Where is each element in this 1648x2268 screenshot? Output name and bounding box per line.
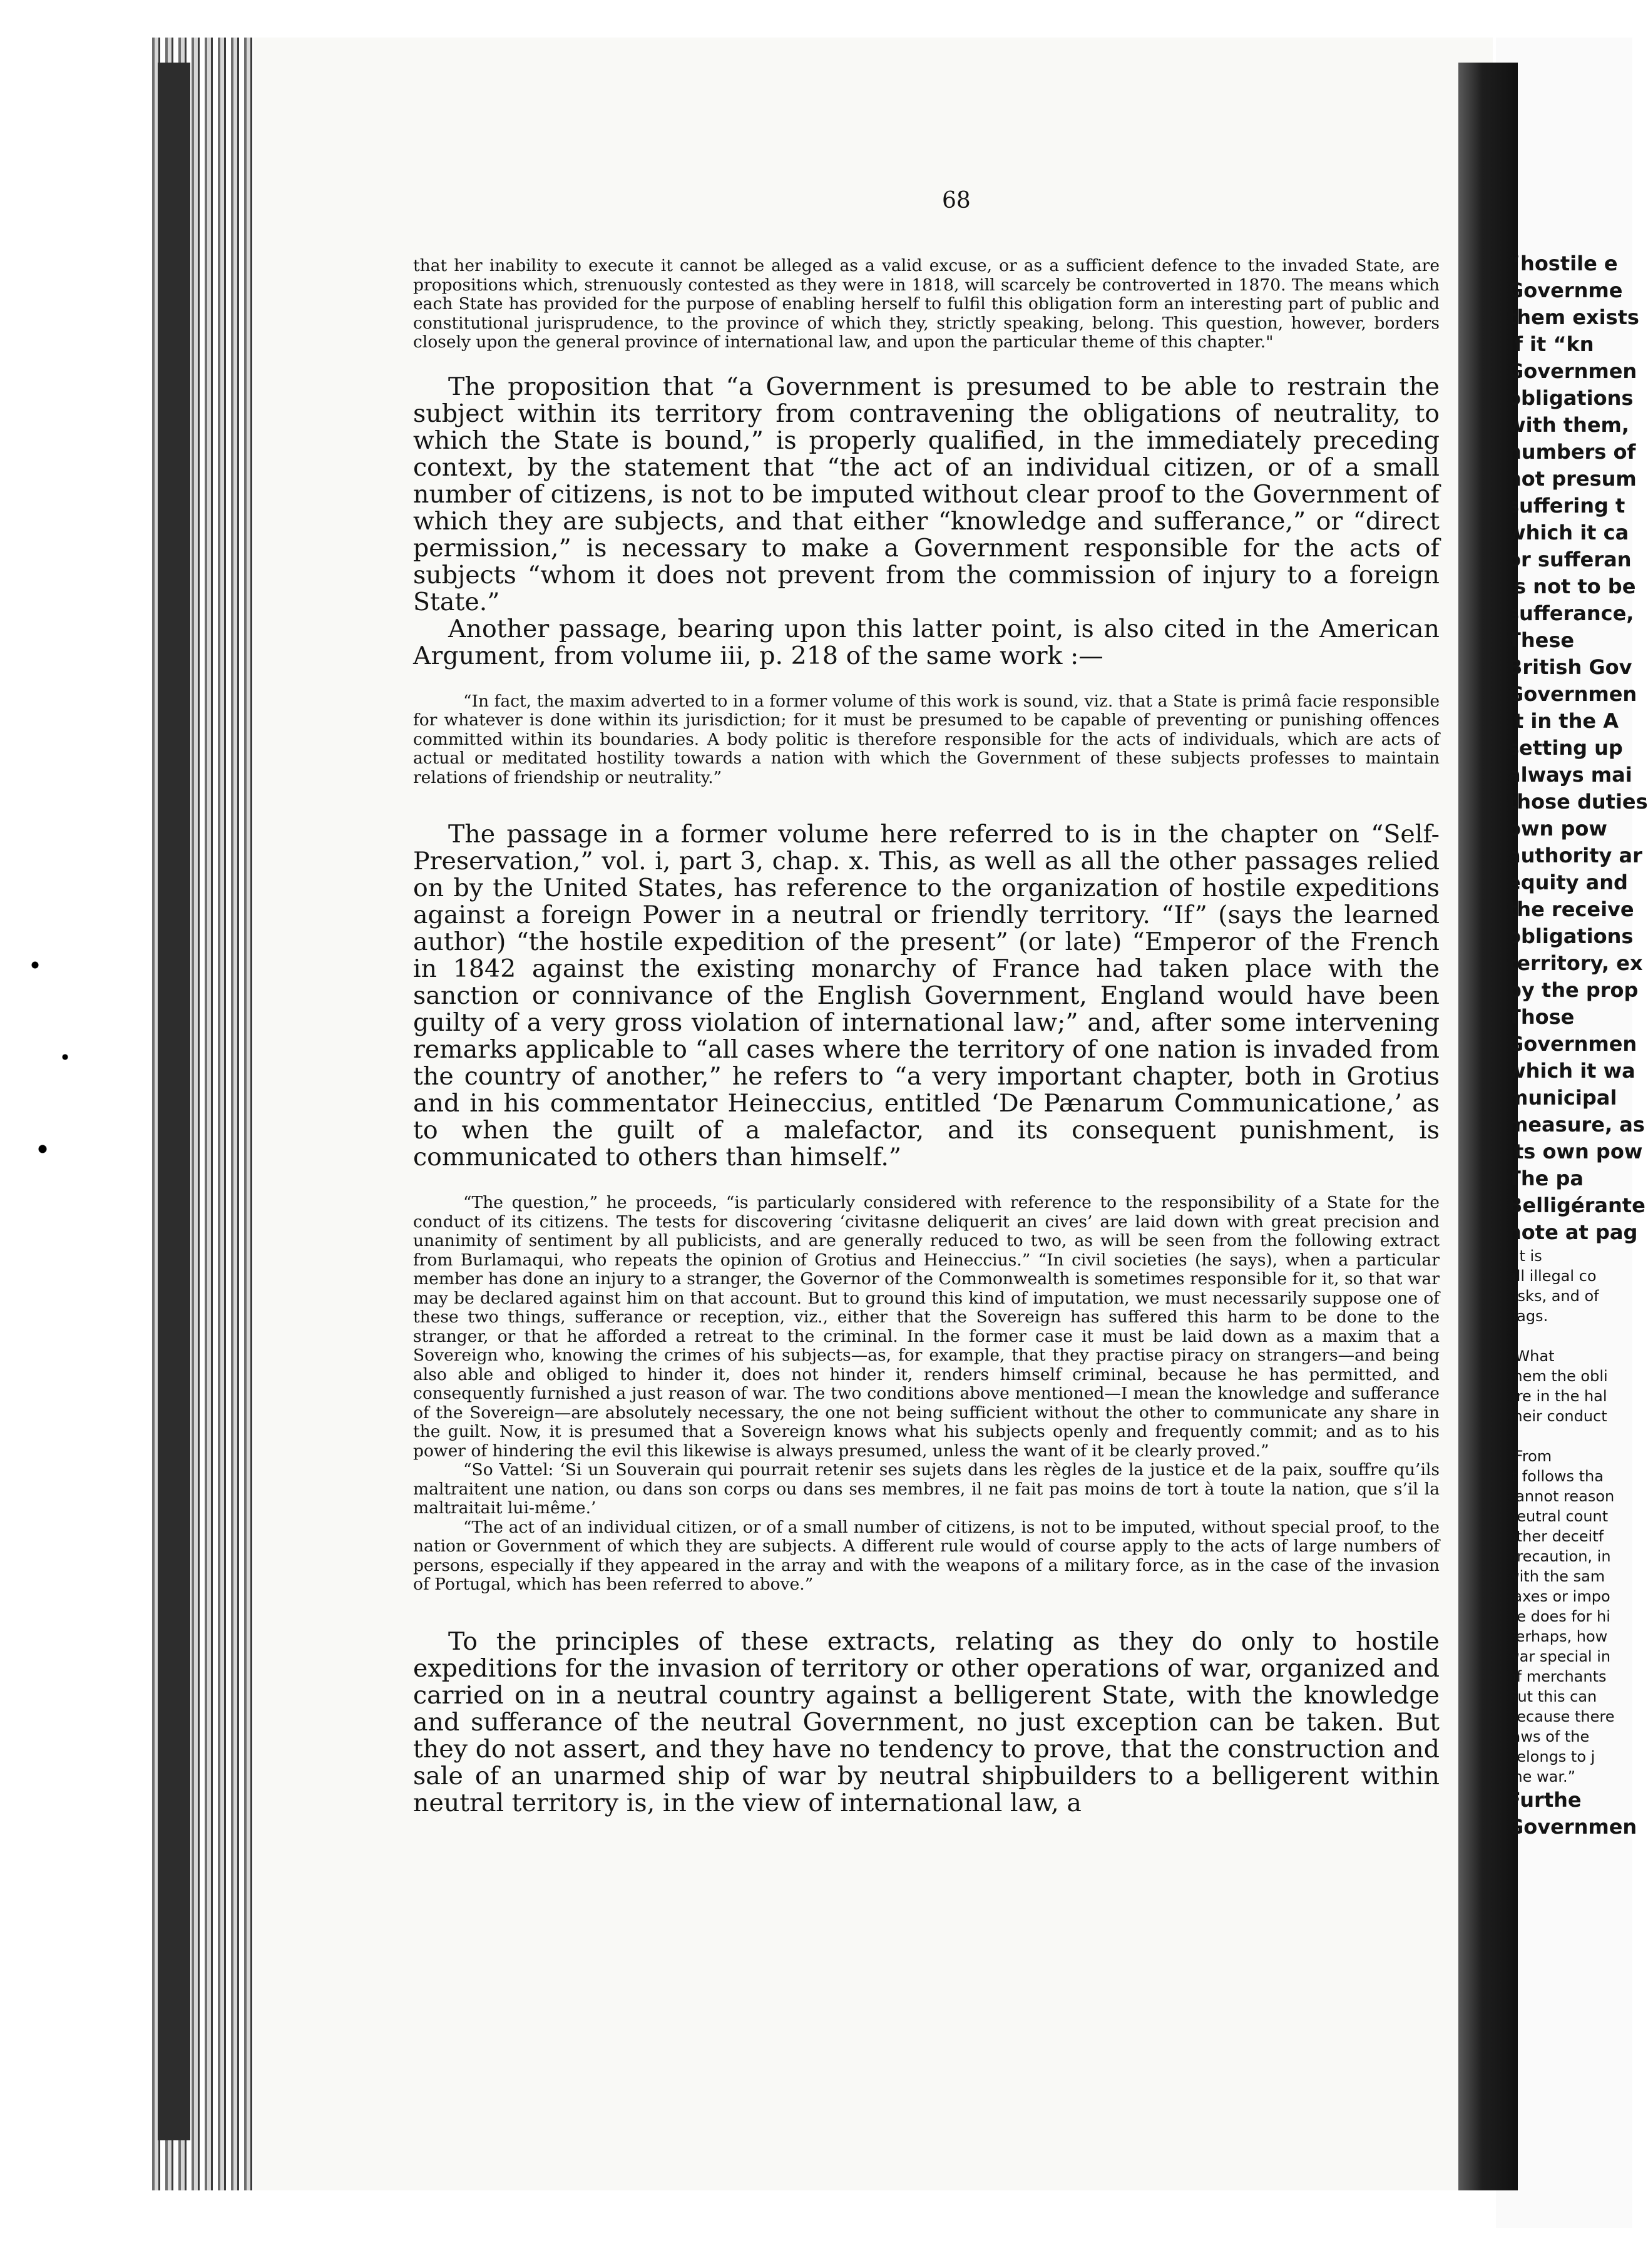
right-column-line: Those bbox=[1507, 1005, 1575, 1029]
paragraph-principles: To the principles of these extracts, relating as they do only to hostile expeditions for the invasion of territory or other operations of war, organized and carried on in a neutral country against a belligerent State, with the knowledge and sufferance of the neutral Government, no just exception can be taken. But they do not assert, and they have no tendency to prove, that the construction and sale of an unarmed ship of war by neutral shipbuilders to a belligerent within neutral territory is, in the view of international law, a bbox=[413, 1627, 1440, 1817]
right-column-line: all illegal co bbox=[1507, 1267, 1597, 1285]
right-column-line: suffering t bbox=[1507, 494, 1625, 518]
page-text bbox=[413, 163, 1440, 1817]
right-column-line: municipal bbox=[1507, 1086, 1617, 1110]
right-column-line: “hostile e bbox=[1507, 252, 1618, 275]
right-column-line: because there bbox=[1507, 1708, 1615, 1725]
right-column-line: other deceitf bbox=[1507, 1528, 1604, 1545]
right-column-line: not presum bbox=[1507, 467, 1637, 491]
right-column-line: which it wa bbox=[1507, 1059, 1635, 1083]
right-column-line: neutral count bbox=[1507, 1508, 1609, 1525]
right-column-line: setting up bbox=[1507, 736, 1623, 760]
right-column-line: he does for hi bbox=[1507, 1608, 1610, 1625]
right-page-column bbox=[1507, 250, 1648, 1841]
paragraph-former-volume: The passage in a former volume here referred to is in the chapter on “Self-Preservation,” vol. i, part 3, chap. x. This, as well as all the other passages relied on by the United States, has reference to the organization of hostile expeditions against a foreign Power in a neutral or friendly territory. “If” (says the learned author) “the hostile expedition of the present” (or late) “Emperor of the French in 1842 against the existing monarchy of France had taken place with the sanction or connivance of the English Government, England would have been guilty of a very gross violation of international law;” and, after some intervening remarks applicable to “all cases where the territory of one nation is invaded from the country of another,” he refers to “a very important chapter, both in Grotius and in his commentator Heineccius, entitled ‘De Pænarum Communicatione,’ as to when the guilt of a malefactor, and its consequent punishment, is communicated to others than himself.” bbox=[413, 820, 1440, 1172]
right-column-line: * bbox=[1507, 1428, 1515, 1445]
right-column-line: Belligérante bbox=[1507, 1193, 1645, 1217]
quoted-paragraph-vattel: “So Vattel: ‘Si un Souverain qui pourrait retenir ses sujets dans les règles de la justice et de la paix, souffre qu’ils maltraitent une nation, ou dans son corps ou dans ses membres, il ne fait pas moins de tort à toute la nation, que s’il la maltraitait lui-même.’ bbox=[413, 1460, 1440, 1518]
book-spine-shadow bbox=[158, 63, 190, 2140]
right-column-line: with the sam bbox=[1507, 1568, 1605, 1585]
right-column-line: Governmen bbox=[1507, 682, 1637, 706]
right-column-line: Governmen bbox=[1507, 359, 1637, 383]
right-column-line: them exists bbox=[1507, 305, 1639, 329]
right-column-line: measure, as bbox=[1507, 1113, 1645, 1137]
quoted-paragraph-intro: that her inability to execute it cannot be alleged as a valid excuse, or as a sufficient defence to the invaded State, are propositions which, strenuously contested as they were in 1818, will scarcely be controverted in 1870. The means which each State has provided for the purpose of enabling herself to fulfil this obligation form an interesting part of public and constitutional jurisprudence, to the province of which they, strictly speaking, belong. This question, however, borders closely upon the general province of international law, and upon the particular theme of this chapter." bbox=[413, 256, 1440, 352]
right-column-line: * bbox=[1507, 1327, 1515, 1345]
right-column-line: of merchants bbox=[1507, 1668, 1607, 1685]
quoted-paragraph-question: “The question,” he proceeds, “is particularly considered with reference to the responsibility of a State for the conduct of its citizens. The tests for discovering ‘civitasne deliquerit an cives’ are laid down with great precision and unanimity of sentiment by all publicists, and are generally reduced to two, as will be seen from the following extract from Burlamaqui, who repeats the opinion of Grotius and Heineccius.” “In civil societies (he says), when a particular member has done an injury to a stranger, the Governor of the Commonwealth is sometimes responsible for it, so that war may be declared against him on that account. But to ground this kind of imputation, we must necessarily suppose one of these two things, sufferance or reception, viz., either that the Sovereign has suffered this harm to be done to the stranger, or that he afforded a retreat to the criminal. In the former case it must be laid down as a maxim that a Sovereign who, knowing the crimes of his subjects—as, for example, that they practise piracy on strangers—and being also able and obliged to hinder it, does not hinder it, renders himself criminal, because he has permitted, and consequently furnished a just reason of war. The two conditions above mentioned—I mean the knowledge and sufferance of the Sovereign—are absolutely necessary, the one not being sufficient without the other to communicate any share in the guilt. Now, it is presumed that a Sovereign knows what his subjects openly and frequently commit; and as to his power of hindering the evil this likewise is always presumed, unless the want of it be clearly proved.” bbox=[413, 1193, 1440, 1461]
right-column-line: flags. bbox=[1507, 1307, 1548, 1325]
quoted-paragraph-individual-citizen: “The act of an individual citizen, or of a small number of citizens, is not to be imputed, without special proof, to the nation or Government of which they are subjects. A different rule would of course apply to the acts of large numbers of persons, especially if they appeared in the array and with the weapons of a military force, as in the case of the invasion of Portugal, which has been referred to above.” bbox=[413, 1517, 1440, 1594]
right-column-line: if it “kn bbox=[1507, 332, 1594, 356]
right-column-line: those duties bbox=[1507, 790, 1648, 814]
right-column-line: precaution, in bbox=[1507, 1548, 1611, 1565]
right-column-line: numbers of bbox=[1507, 440, 1636, 464]
right-column-line: own pow bbox=[1507, 817, 1607, 840]
right-column-line: British Gov bbox=[1507, 655, 1632, 679]
right-column-line: Governmen bbox=[1507, 1032, 1637, 1056]
right-column-line: “It is bbox=[1507, 1247, 1542, 1265]
right-column-line: with them, bbox=[1507, 413, 1630, 437]
right-column-line: But this can bbox=[1507, 1688, 1597, 1705]
right-column-line: them the obli bbox=[1507, 1367, 1608, 1385]
right-column-line: territory, ex bbox=[1507, 951, 1643, 975]
right-column-line: its own pow bbox=[1507, 1140, 1643, 1163]
right-column-line: Governme bbox=[1507, 278, 1623, 302]
right-column-line: These bbox=[1507, 628, 1575, 652]
right-column-line: which it ca bbox=[1507, 521, 1629, 544]
right-column-line: always mai bbox=[1507, 763, 1632, 787]
right-column-line: “From bbox=[1507, 1448, 1552, 1465]
paragraph-proposition: The proposition that “a Government is presumed to be able to restrain the subject within its territory from contravening the obligations of neutrality, to which the State is bound,” is properly qualified, in the immediately preceding context, by the statement that “the act of an individual citizen, or of a small number of citizens, is not to be imputed without clear proof to the Government of which they are subjects, and that either “knowledge and sufferance,” or “direct permission,” is necessary to make a Government responsible for the acts of subjects “whom it does not prevent from the commission of injury to a foreign State.” bbox=[413, 372, 1440, 616]
right-column-line: laws of the bbox=[1507, 1728, 1590, 1745]
scan-speckles bbox=[13, 939, 88, 1202]
right-column-line: Furthe bbox=[1507, 1788, 1582, 1812]
right-column-line: the war.” bbox=[1507, 1768, 1576, 1785]
right-column-line: or sufferan bbox=[1507, 548, 1632, 571]
right-column-line: belongs to j bbox=[1507, 1748, 1595, 1765]
right-column-line: obligations bbox=[1507, 924, 1634, 948]
right-column-line: note at pag bbox=[1507, 1220, 1638, 1244]
right-column-line: by the prop bbox=[1507, 978, 1639, 1002]
page-number: 68 bbox=[942, 188, 971, 213]
right-column-line: risks, and of bbox=[1507, 1287, 1599, 1305]
right-column-line: sufferance, bbox=[1507, 601, 1634, 625]
right-column-line: obligations bbox=[1507, 386, 1634, 410]
paragraph-another-passage: Another passage, bearing upon this latter point, is also cited in the American Argument, from volume iii, p. 218 of the same work :— bbox=[413, 614, 1440, 670]
right-column-line: equity and bbox=[1507, 871, 1628, 894]
right-column-line: war special in bbox=[1507, 1648, 1611, 1665]
right-column-line: authority ar bbox=[1507, 844, 1642, 867]
right-column-line: their conduct bbox=[1507, 1407, 1607, 1425]
right-column-line: cannot reason bbox=[1507, 1488, 1615, 1505]
right-column-line: it in the A bbox=[1507, 709, 1619, 733]
quoted-paragraph-in-fact: “In fact, the maxim adverted to in a former volume of this work is sound, viz. that a State is primâ facie responsible for whatever is done within its jurisdiction; for it must be presumed to be capable of preventing or punishing offences committed within its boundaries. A body politic is therefore responsible for the acts of individuals, which are acts of actual or meditated hostility towards a nation with which the Government of these subjects professes to maintain relations of friendship or neutrality.” bbox=[413, 691, 1440, 787]
right-column-line: Perhaps, how bbox=[1507, 1628, 1608, 1645]
right-column-line: it follows tha bbox=[1507, 1468, 1604, 1485]
right-column-line: Governmen bbox=[1507, 1815, 1637, 1839]
right-column-line: the receive bbox=[1507, 897, 1634, 921]
right-column-line: The pa bbox=[1507, 1167, 1584, 1190]
right-column-line: taxes or impo bbox=[1507, 1588, 1610, 1605]
right-column-line: is not to be bbox=[1507, 575, 1636, 598]
right-column-line: “What bbox=[1507, 1347, 1555, 1365]
right-column-line: are in the hal bbox=[1507, 1387, 1607, 1405]
